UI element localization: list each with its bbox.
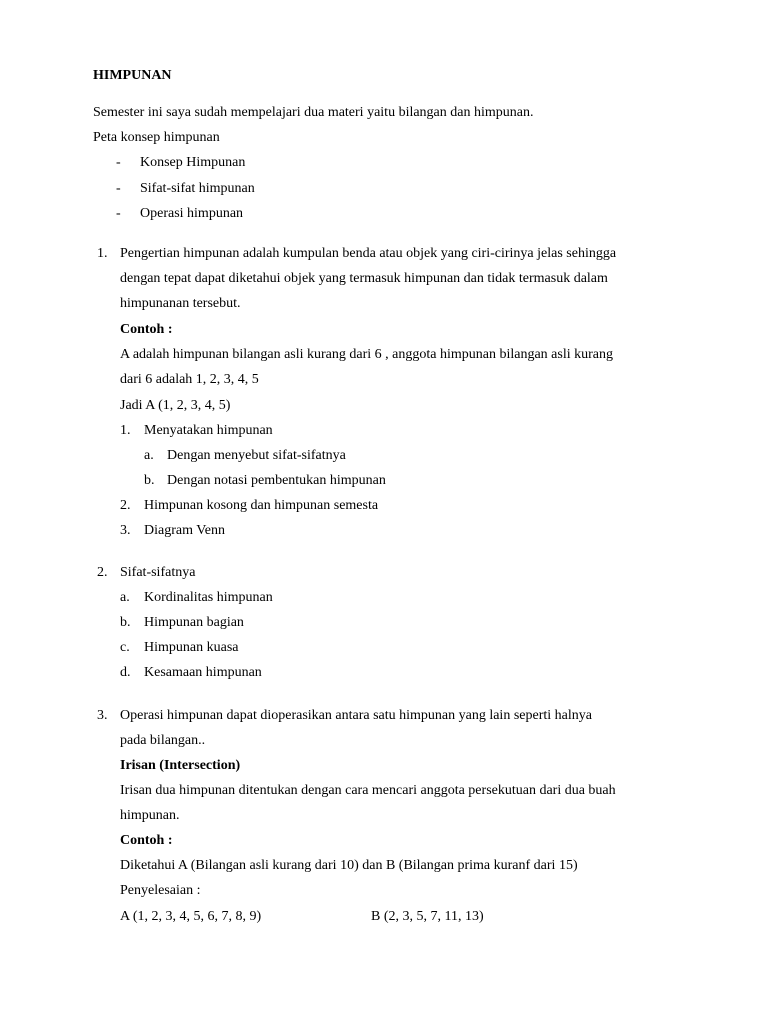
bullet-dash: -: [116, 155, 121, 170]
example-label: Contoh :: [120, 322, 173, 337]
intersection-heading: Irisan (Intersection): [120, 758, 241, 773]
concept-map-item: Konsep Himpunan: [140, 155, 246, 170]
subitem-number: 2.: [120, 498, 131, 513]
section-number: 2.: [97, 565, 108, 580]
section1-text-line: himpunanan tersebut.: [120, 296, 241, 311]
example-text-line: Jadi A (1, 2, 3, 4, 5): [120, 398, 231, 413]
subitem-number: 1.: [120, 423, 131, 438]
subitem-text: Himpunan kosong dan himpunan semesta: [144, 498, 379, 513]
example-label: Contoh :: [120, 833, 173, 848]
section1-text-line: dengan tepat dapat diketahui objek yang termasuk himpunan dan tidak termasuk dalam: [120, 271, 608, 286]
section3-text-line: Operasi himpunan dapat dioperasikan antara satu himpunan yang lain seperti halnya: [120, 708, 592, 723]
concept-map-item: Operasi himpunan: [140, 206, 244, 221]
subitem-number: 3.: [120, 523, 131, 538]
example-text-line: dari 6 adalah 1, 2, 3, 4, 5: [120, 372, 259, 387]
subitem-letter: a.: [144, 448, 154, 463]
list-item-text: Kordinalitas himpunan: [144, 590, 273, 605]
list-letter: d.: [120, 665, 131, 680]
section-number: 1.: [97, 246, 108, 261]
intersection-desc-line: himpunan.: [120, 808, 180, 823]
list-item-text: Himpunan bagian: [144, 615, 244, 630]
subitem-text: Dengan menyebut sifat-sifatnya: [167, 448, 346, 463]
concept-map-item: Sifat-sifat himpunan: [140, 181, 255, 196]
subitem-text: Menyatakan himpunan: [144, 423, 273, 438]
example-text-line: Diketahui A (Bilangan asli kurang dari 10) dan B (Bilangan prima kuranf dari 15): [120, 858, 578, 873]
subitem-text: Dengan notasi pembentukan himpunan: [167, 473, 386, 488]
concept-map-heading: Peta konsep himpunan: [93, 130, 220, 145]
set-a: A (1, 2, 3, 4, 5, 6, 7, 8, 9): [120, 909, 262, 924]
subitem-text: Diagram Venn: [144, 523, 225, 538]
list-item-text: Himpunan kuasa: [144, 640, 239, 655]
document-title: HIMPUNAN: [93, 68, 172, 83]
bullet-dash: -: [116, 181, 121, 196]
list-letter: a.: [120, 590, 130, 605]
list-item-text: Kesamaan himpunan: [144, 665, 262, 680]
section3-text-line: pada bilangan..: [120, 733, 206, 748]
section-number: 3.: [97, 708, 108, 723]
bullet-dash: -: [116, 206, 121, 221]
intro-paragraph: Semester ini saya sudah mempelajari dua materi yaitu bilangan dan himpunan.: [93, 105, 534, 120]
list-letter: b.: [120, 615, 131, 630]
intersection-desc-line: Irisan dua himpunan ditentukan dengan cara mencari anggota persekutuan dari dua buah: [120, 783, 616, 798]
list-letter: c.: [120, 640, 130, 655]
example-text-line: A adalah himpunan bilangan asli kurang dari 6 , anggota himpunan bilangan asli kurang: [120, 347, 613, 362]
set-b: B (2, 3, 5, 7, 11, 13): [371, 909, 484, 924]
solution-label: Penyelesaian :: [120, 883, 201, 898]
section2-heading: Sifat-sifatnya: [120, 565, 196, 580]
subitem-letter: b.: [144, 473, 155, 488]
section1-text-line: Pengertian himpunan adalah kumpulan benda atau objek yang ciri-cirinya jelas sehingga: [120, 246, 617, 261]
